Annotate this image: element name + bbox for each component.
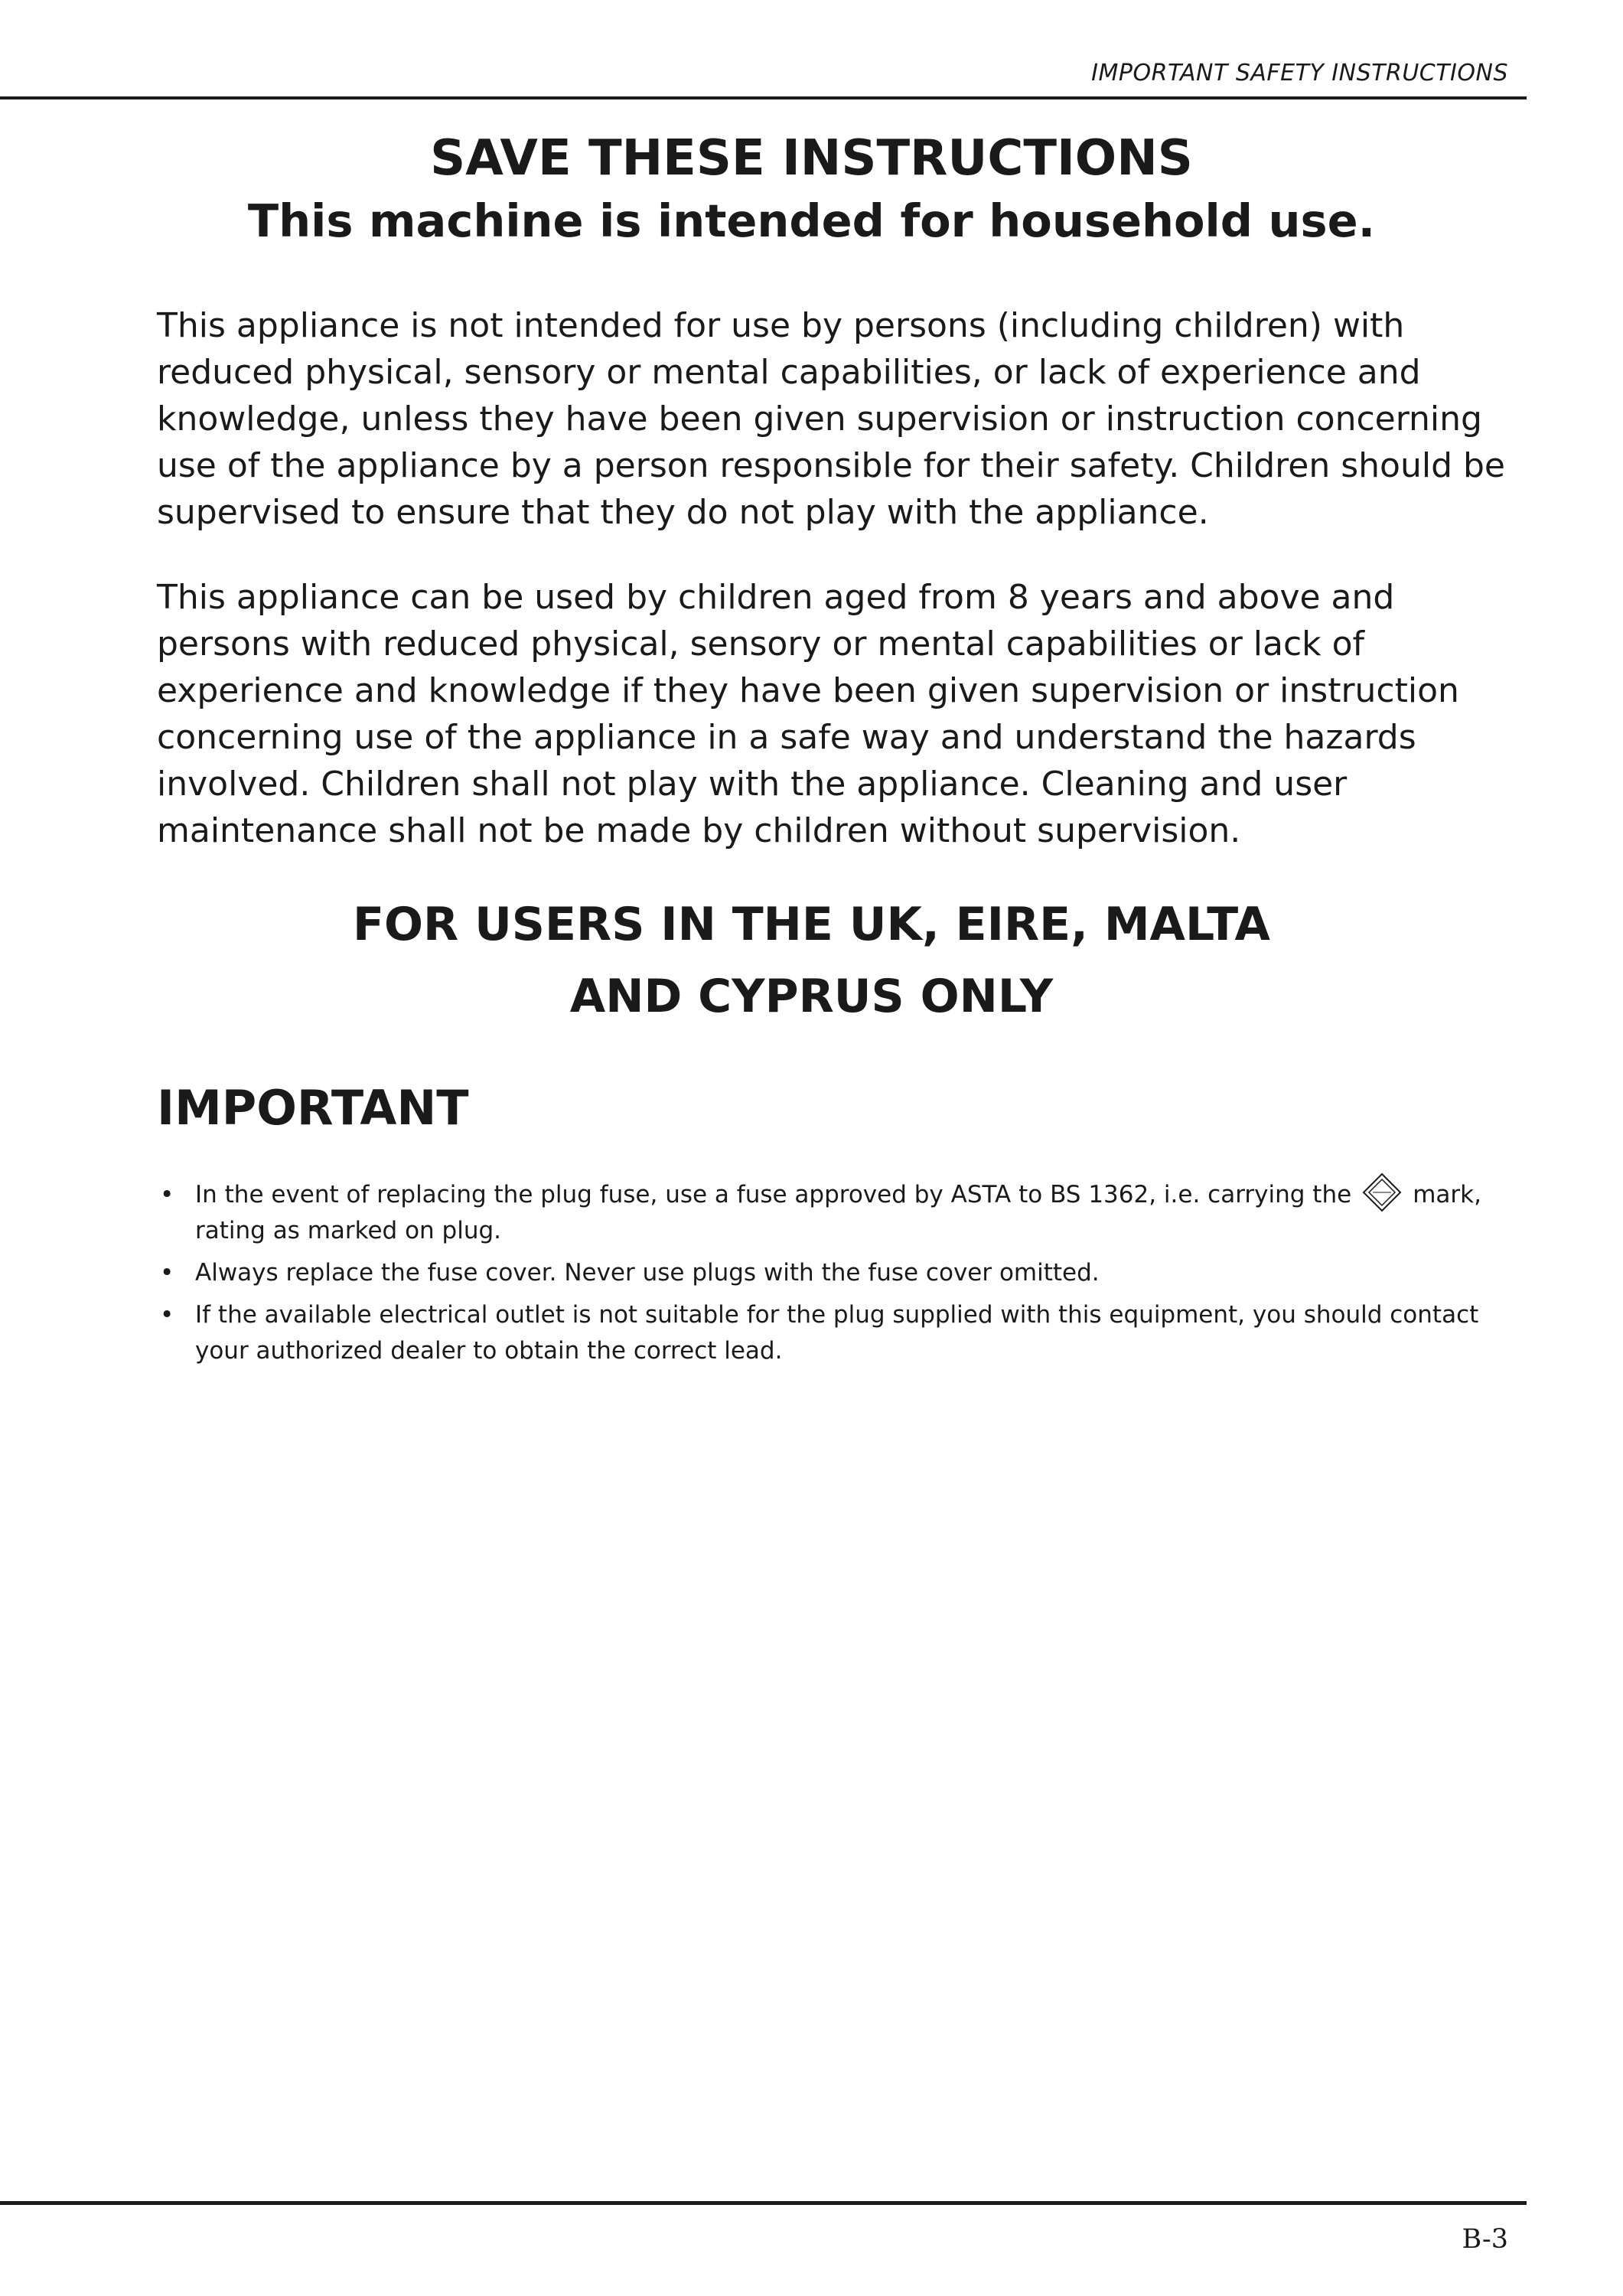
section-heading-line-1: FOR USERS IN THE UK, EIRE, MALTA — [353, 898, 1270, 951]
page-number: B-3 — [1462, 2224, 1508, 2255]
list-item — [157, 1255, 1534, 1291]
section-heading-line-2: AND CYPRUS ONLY — [569, 970, 1054, 1023]
paragraph-2: This appliance can be used by children aged from 8 years and above and persons with reduced physical, sensory or mental capabilities or lack of experience and knowledge if they have been given supervision or instruction concerning use of the appliance in a safe way and understand the hazards involved. Children shall not play with the appliance. Cleaning and user maintenance shall not be made by children without supervision. — [157, 578, 1459, 850]
important-bullet-list — [157, 1177, 1534, 1375]
bullet-icon: • — [160, 1259, 174, 1287]
bullet-text-1b: mark, rating as marked on plug. — [195, 1181, 1481, 1244]
footer-rule — [0, 2201, 1527, 2205]
list-item — [157, 1297, 1534, 1369]
page-subtitle: This machine is intended for household use. — [247, 194, 1376, 247]
page-title: SAVE THESE INSTRUCTIONS — [430, 130, 1193, 187]
bullet-icon: • — [160, 1301, 174, 1329]
bullet-text-3: If the available electrical outlet is not suitable for the plug supplied with this equipment, you should contact your authorized dealer to obtain the correct lead. — [195, 1301, 1479, 1365]
bullet-text-2: Always replace the fuse cover. Never use plugs with the fuse cover omitted. — [195, 1259, 1100, 1287]
important-heading: IMPORTANT — [157, 1080, 469, 1136]
running-header: IMPORTANT SAFETY INSTRUCTIONS — [1091, 60, 1508, 86]
list-item — [157, 1177, 1534, 1249]
bullet-text-1a: In the event of replacing the plug fuse, use a fuse approved by ASTA to BS 1362, i.e. carrying the — [195, 1181, 1352, 1208]
header-rule — [0, 96, 1527, 99]
bullet-icon: • — [160, 1181, 174, 1208]
paragraph-1: This appliance is not intended for use by persons (including children) with reduced physical, sensory or mental capabilities, or lack of experience and knowledge, unless they have been given supervision or instruction concerning use of the appliance by a person responsible for their safety. Children should be supervised to ensure that they do not play with the appliance. — [157, 306, 1505, 532]
asta-mark-icon — [1362, 1172, 1402, 1212]
